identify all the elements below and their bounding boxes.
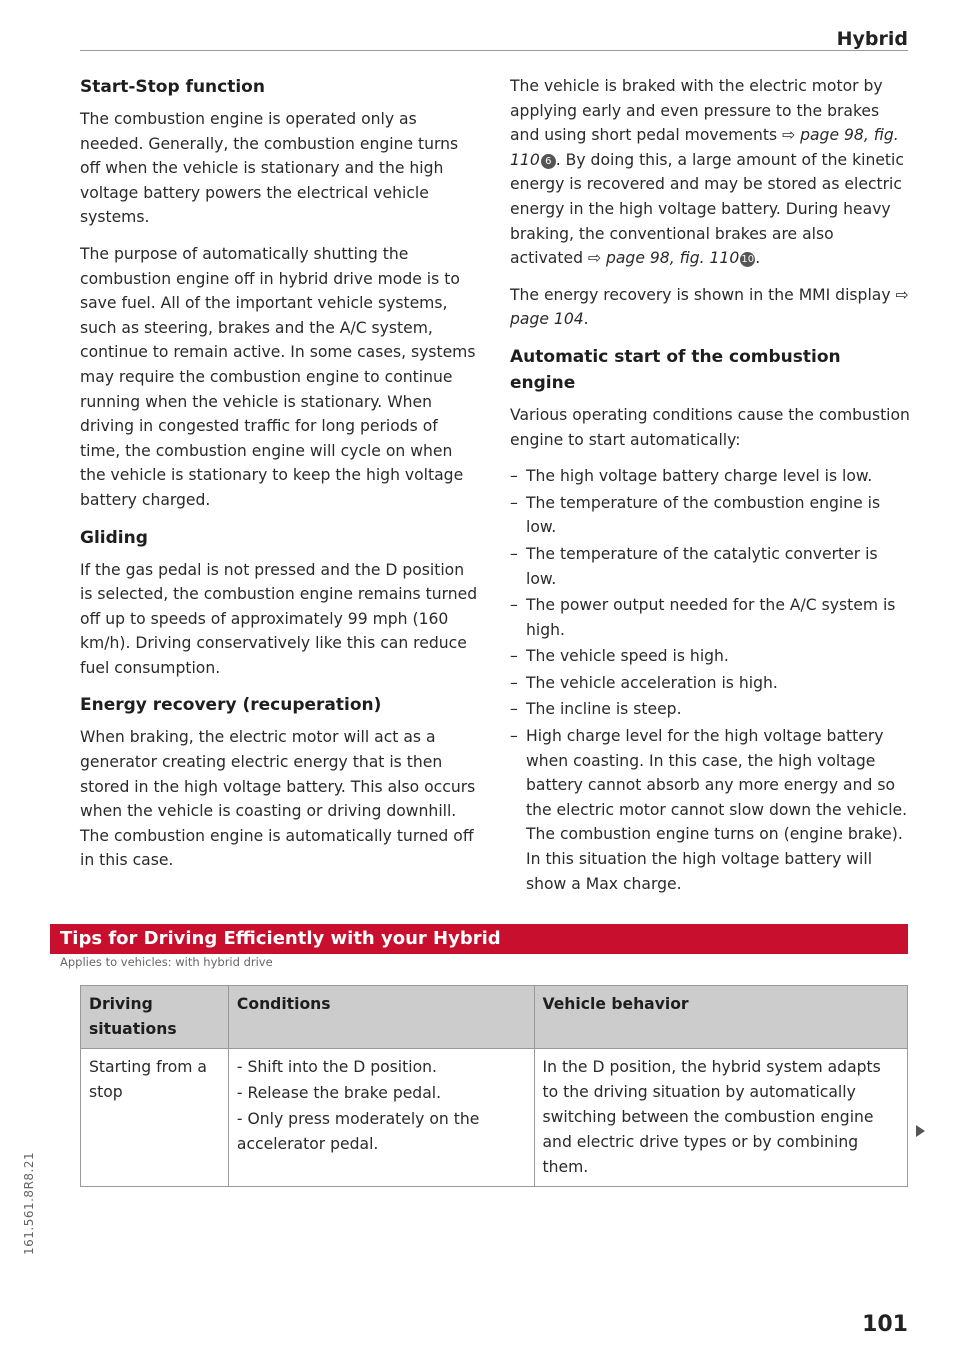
continued-arrow-icon xyxy=(916,1125,925,1137)
page-number: 101 xyxy=(862,1312,908,1337)
table-row xyxy=(81,1049,908,1187)
list-item: – The temperature of the catalytic converter is low. xyxy=(510,542,910,591)
paragraph-gliding: If the gas pedal is not pressed and the D position is selected, the combustion engine remains turned off up to speeds of approximately 99 mph (160 km/h). Driving conservatively like this can reduce fuel consumption. xyxy=(80,560,478,677)
tips-section-banner: Tips for Driving Efficiently with your Hybrid xyxy=(50,924,908,954)
right-column xyxy=(510,74,910,898)
paragraph-automatic-start: Various operating conditions cause the combustion engine to start automatically: xyxy=(510,405,910,449)
paragraph-start-stop-1: The combustion engine is operated only as needed. Generally, the combustion engine turns off when the vehicle is stationary and the high voltage battery powers the electrical vehicle systems. xyxy=(80,110,459,227)
heading-energy-recovery: Energy recovery (recuperation) xyxy=(80,695,382,716)
condition-line: - Release the brake pedal. xyxy=(236,1084,442,1102)
document-code: 161.561.8R8.21 xyxy=(22,1151,36,1255)
page-reference-link[interactable]: ⇨ page 98, fig. 110 xyxy=(587,249,740,268)
section-title: Hybrid xyxy=(836,28,908,50)
left-column xyxy=(80,74,480,885)
heading-automatic-start: Automatic start of the combustion engine xyxy=(510,346,841,393)
list-item: – The temperature of the combustion engine is low. xyxy=(510,491,910,540)
table-header-row xyxy=(81,986,908,1049)
cell-conditions xyxy=(228,1049,534,1187)
start-conditions-list xyxy=(510,464,910,896)
figure-callout-marker: 10 xyxy=(741,254,755,266)
paragraph-braking: The vehicle is braked with the electric motor by applying early and even pressure to the brakes and using short pedal movements ⇨ page 98, fig. 110 6 . By doing this, a large amount of the kinetic energy is recovered and may be stored as electric energy in the high voltage battery. During heavy braking, the conventional brakes are also activated ⇨ page 98, fig. 110 10. xyxy=(510,77,904,268)
column-header-behavior: Vehicle behavior xyxy=(534,986,908,1049)
list-item: – The high voltage battery charge level is low. xyxy=(510,464,910,489)
column-header-situation: Driving situations xyxy=(81,986,229,1049)
list-item: – The power output needed for the A/C system is high. xyxy=(510,593,910,642)
heading-gliding: Gliding xyxy=(80,527,148,548)
page-reference-link[interactable]: ⇨ page 104 xyxy=(510,285,909,329)
cell-situation: Starting from a stop xyxy=(81,1049,229,1187)
heading-start-stop: Start-Stop function xyxy=(80,77,265,97)
paragraph-mmi-display: The energy recovery is shown in the MMI display ⇨ page 104. xyxy=(510,285,909,329)
paragraph-energy-recovery: When braking, the electric motor will act as a generator creating electric energy that is then stored in the high voltage battery. This also occurs when the vehicle is coasting or driving downhill. The combustion engine is automatically turned off in this case. xyxy=(80,728,476,870)
page-reference-link[interactable]: ⇨ page 98, fig. 110 xyxy=(510,126,899,169)
list-item: – The incline is steep. xyxy=(510,697,910,722)
column-header-conditions: Conditions xyxy=(228,986,534,1049)
list-item: – High charge level for the high voltage battery when coasting. In this case, the high voltage battery cannot absorb any more energy and so the electric motor cannot slow down the vehicle. The combustion engine turns on (engine brake). In this situation the high voltage battery will show a Max charge. xyxy=(510,724,910,896)
tips-table xyxy=(80,985,908,1187)
cell-behavior: In the D position, the hybrid system adapts to the driving situation by automatically switching between the combustion engine and electric drive types or by combining them. xyxy=(534,1049,908,1187)
list-item: – The vehicle speed is high. xyxy=(510,644,910,669)
applies-to-note: Applies to vehicles: with hybrid drive xyxy=(60,955,273,969)
list-item: – The vehicle acceleration is high. xyxy=(510,671,910,696)
condition-line: - Shift into the D position. xyxy=(236,1058,437,1076)
figure-callout-marker: 6 xyxy=(541,154,556,169)
header-rule xyxy=(80,50,908,51)
condition-line: - Only press moderately on the accelerator pedal. xyxy=(236,1110,480,1153)
paragraph-start-stop-2: The purpose of automatically shutting the combustion engine off in hybrid drive mode is to save fuel. All of the important vehicle systems, such as steering, brakes and the A/C system, continue to remain active. In some cases, systems may require the combustion engine to continue running when the vehicle is stationary. When driving in congested traffic for long periods of time, the combustion engine will cycle on when the vehicle is stationary to keep the high voltage battery charged. xyxy=(80,244,476,509)
